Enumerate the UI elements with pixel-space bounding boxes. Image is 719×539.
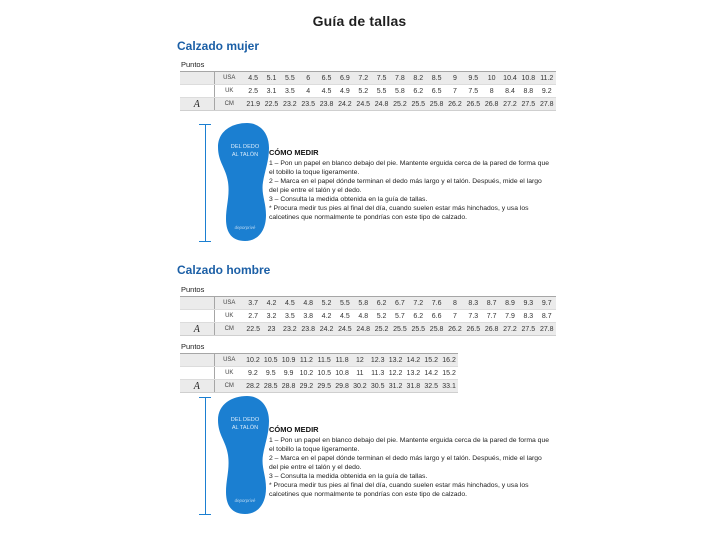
size-value: 5.2 — [372, 310, 390, 323]
size-value: 4.5 — [281, 297, 299, 310]
size-value: 29.5 — [315, 380, 333, 393]
size-value: 26.5 — [464, 323, 482, 336]
length-measure-line — [199, 397, 211, 515]
section-heading-hombre: Calzado hombre — [177, 263, 271, 277]
length-marker-a: A — [180, 98, 214, 111]
size-value: 26.5 — [464, 98, 482, 111]
size-value: 28.2 — [244, 380, 262, 393]
size-value: 5.2 — [317, 297, 335, 310]
size-value: 25.5 — [409, 98, 427, 111]
size-value: 4.8 — [299, 297, 317, 310]
marker-cell — [180, 354, 214, 367]
size-value: 5.5 — [336, 297, 354, 310]
unit-label: UK — [214, 85, 244, 98]
instruction-line: * Procura medir tus pies al final del día, cuando suelen estar más hinchados, y usa los calcetines que normalmente te pondrías con este tipo de calzado. — [269, 482, 529, 498]
size-value: 24.5 — [354, 98, 372, 111]
size-value: 25.2 — [372, 323, 390, 336]
size-value: 25.5 — [409, 323, 427, 336]
size-value: 10.9 — [280, 354, 298, 367]
size-value: 23.8 — [299, 323, 317, 336]
size-value: 6.2 — [409, 85, 427, 98]
unit-label: UK — [214, 310, 244, 323]
size-value: 29.2 — [297, 380, 315, 393]
size-value: 13.2 — [404, 367, 422, 380]
size-value: 27.5 — [519, 98, 537, 111]
size-value: 9.3 — [519, 297, 537, 310]
size-value: 23.2 — [281, 98, 299, 111]
size-value: 14.2 — [422, 367, 440, 380]
length-marker-a: A — [180, 323, 214, 336]
instruction-line: 2 – Marca en el papel dónde terminan el dedo más largo y el talón. Después, mide el largo del pie entre el talón y el dedo. — [269, 455, 542, 471]
size-value: 26.2 — [446, 323, 464, 336]
marker-cell — [180, 367, 214, 380]
size-value: 8.7 — [482, 297, 500, 310]
size-value: 5.7 — [391, 310, 409, 323]
size-value: 8.9 — [501, 297, 519, 310]
size-value: 3.8 — [299, 310, 317, 323]
size-value: 24.5 — [336, 323, 354, 336]
size-value: 11.2 — [538, 72, 557, 85]
size-value: 11.5 — [315, 354, 333, 367]
size-value: 7 — [446, 310, 464, 323]
size-value: 3.2 — [262, 310, 280, 323]
unit-label: UK — [214, 367, 244, 380]
instruction-list — [269, 159, 551, 222]
size-value: 16.2 — [440, 354, 458, 367]
size-value: 8.7 — [538, 310, 557, 323]
size-value: 14.2 — [404, 354, 422, 367]
size-value: 11.8 — [333, 354, 351, 367]
unit-label: CM — [214, 323, 244, 336]
size-value: 7.9 — [501, 310, 519, 323]
how-to-title: CÓMO MEDIR — [269, 148, 319, 157]
foot-outline-icon — [214, 394, 274, 518]
size-value: 9 — [446, 72, 464, 85]
size-value: 30.2 — [351, 380, 369, 393]
size-value: 24.8 — [354, 323, 372, 336]
how-to-title: CÓMO MEDIR — [269, 425, 319, 434]
size-value: 5.5 — [281, 72, 299, 85]
size-value: 4.2 — [262, 297, 280, 310]
size-value: 4 — [299, 85, 317, 98]
size-value: 25.2 — [391, 98, 409, 111]
size-value: 6.6 — [427, 310, 445, 323]
unit-label: USA — [214, 354, 244, 367]
size-value: 7.8 — [391, 72, 409, 85]
size-value: 10.8 — [333, 367, 351, 380]
unit-label: USA — [214, 72, 244, 85]
size-row-usa — [180, 297, 556, 310]
size-value: 26.8 — [482, 98, 500, 111]
size-row-cm — [180, 323, 556, 336]
size-value: 4.9 — [336, 85, 354, 98]
size-value: 12.3 — [369, 354, 387, 367]
instruction-line: * Procura medir tus pies al final del día, cuando suelen estar más hinchados, y usa los calcetines que normalmente te pondrías con este tipo de calzado. — [269, 205, 529, 221]
foot-label-line2: AL TALÓN — [231, 425, 259, 431]
size-value: 32.5 — [422, 380, 440, 393]
section-heading-mujer: Calzado mujer — [177, 39, 260, 53]
size-value: 7.2 — [354, 72, 372, 85]
size-value: 29.8 — [333, 380, 351, 393]
instruction-list — [269, 436, 551, 499]
size-value: 3.7 — [244, 297, 262, 310]
size-value: 23.8 — [317, 98, 335, 111]
size-value: 8.3 — [519, 310, 537, 323]
size-value: 4.5 — [317, 85, 335, 98]
marker-cell — [180, 85, 214, 98]
size-table-hombre-2 — [180, 353, 458, 393]
size-value: 4.2 — [317, 310, 335, 323]
size-value: 6.2 — [409, 310, 427, 323]
unit-label: USA — [214, 297, 244, 310]
size-value: 7.5 — [464, 85, 482, 98]
size-value: 27.8 — [538, 323, 557, 336]
size-value: 26.2 — [446, 98, 464, 111]
size-value: 8.8 — [519, 85, 537, 98]
instruction-line: 2 – Marca en el papel dónde terminan el dedo más largo y el talón. Después, mide el largo del pie entre el talón y el dedo. — [269, 178, 542, 194]
size-value: 6 — [299, 72, 317, 85]
size-value: 6.9 — [336, 72, 354, 85]
size-value: 9.9 — [280, 367, 298, 380]
size-value: 13.2 — [387, 354, 405, 367]
size-value: 12 — [351, 354, 369, 367]
size-value: 15.2 — [422, 354, 440, 367]
size-value: 9.5 — [262, 367, 280, 380]
size-value: 15.2 — [440, 367, 458, 380]
size-value: 6.5 — [317, 72, 335, 85]
size-value: 5.8 — [354, 297, 372, 310]
size-table-mujer — [180, 71, 556, 111]
size-value: 10.5 — [262, 354, 280, 367]
foot-outline-icon — [214, 121, 274, 245]
size-value: 24.8 — [372, 98, 390, 111]
size-value: 31.8 — [404, 380, 422, 393]
size-value: 26.8 — [482, 323, 500, 336]
size-value: 10.8 — [519, 72, 537, 85]
footprint-diagram-mujer — [197, 121, 277, 247]
size-value: 23.5 — [299, 98, 317, 111]
size-value: 7.3 — [464, 310, 482, 323]
foot-label-line1: DEL DEDO — [230, 417, 260, 423]
size-row-cm — [180, 380, 458, 393]
size-value: 4.8 — [354, 310, 372, 323]
size-value: 12.2 — [387, 367, 405, 380]
size-value: 7.5 — [372, 72, 390, 85]
foot-label-line2: AL TALÓN — [231, 152, 259, 158]
size-value: 5.8 — [391, 85, 409, 98]
size-value: 6.5 — [427, 85, 445, 98]
size-value: 9.7 — [538, 297, 557, 310]
size-value: 11 — [351, 367, 369, 380]
size-value: 9.2 — [538, 85, 557, 98]
marker-cell — [180, 72, 214, 85]
size-table-hombre-1 — [180, 296, 556, 336]
size-value: 25.8 — [427, 323, 445, 336]
size-value: 8.4 — [501, 85, 519, 98]
size-value: 5.1 — [262, 72, 280, 85]
size-value: 5.2 — [354, 85, 372, 98]
how-to-measure-mujer — [269, 148, 551, 222]
size-row-uk — [180, 310, 556, 323]
size-value: 22.5 — [262, 98, 280, 111]
size-value: 7.7 — [482, 310, 500, 323]
size-value: 8.2 — [409, 72, 427, 85]
size-value: 28.5 — [262, 380, 280, 393]
size-value: 27.8 — [538, 98, 557, 111]
points-label: Puntos — [181, 60, 205, 69]
marker-cell — [180, 297, 214, 310]
size-value: 9.5 — [464, 72, 482, 85]
size-value: 33.1 — [440, 380, 458, 393]
size-value: 6.7 — [391, 297, 409, 310]
size-value: 5.5 — [372, 85, 390, 98]
size-value: 11.2 — [297, 354, 315, 367]
size-value: 4.5 — [244, 72, 262, 85]
size-value: 11.3 — [369, 367, 387, 380]
points-label: Puntos — [181, 285, 205, 294]
size-value: 21.9 — [244, 98, 262, 111]
size-value: 7 — [446, 85, 464, 98]
brand-watermark: deporprivé — [234, 225, 256, 230]
size-value: 23.2 — [281, 323, 299, 336]
size-value: 8 — [482, 85, 500, 98]
size-value: 10.2 — [244, 354, 262, 367]
size-value: 25.8 — [427, 98, 445, 111]
footprint-diagram-hombre — [197, 394, 277, 520]
size-value: 24.2 — [336, 98, 354, 111]
foot-label-line1: DEL DEDO — [230, 144, 260, 150]
points-label: Puntos — [181, 342, 205, 351]
size-value: 7.6 — [427, 297, 445, 310]
size-value: 9.2 — [244, 367, 262, 380]
instruction-line: 1 – Pon un papel en blanco debajo del pie. Mantente erguida cerca de la pared de forma que el tobillo la toque ligeramente. — [269, 160, 550, 176]
size-row-uk — [180, 85, 556, 98]
size-value: 10 — [482, 72, 500, 85]
size-value: 6.2 — [372, 297, 390, 310]
size-row-usa — [180, 72, 556, 85]
size-value: 4.5 — [336, 310, 354, 323]
instruction-line: 3 – Consulta la medida obtenida en la guía de tallas. — [269, 473, 428, 480]
size-row-cm — [180, 98, 556, 111]
marker-cell — [180, 310, 214, 323]
size-value: 8 — [446, 297, 464, 310]
size-value: 2.7 — [244, 310, 262, 323]
size-value: 3.5 — [281, 310, 299, 323]
size-value: 23 — [262, 323, 280, 336]
unit-label: CM — [214, 380, 244, 393]
size-value: 27.2 — [501, 323, 519, 336]
how-to-measure-hombre — [269, 425, 551, 499]
size-value: 8.3 — [464, 297, 482, 310]
size-value: 30.5 — [369, 380, 387, 393]
size-value: 10.4 — [501, 72, 519, 85]
size-value: 31.2 — [387, 380, 405, 393]
page-title: Guía de tallas — [312, 13, 407, 29]
size-value: 10.2 — [297, 367, 315, 380]
unit-label: CM — [214, 98, 244, 111]
size-value: 27.2 — [501, 98, 519, 111]
length-marker-a: A — [180, 380, 214, 393]
size-value: 27.5 — [519, 323, 537, 336]
size-value: 10.5 — [315, 367, 333, 380]
size-value: 28.8 — [280, 380, 298, 393]
size-row-uk — [180, 367, 458, 380]
size-value: 7.2 — [409, 297, 427, 310]
instruction-line: 1 – Pon un papel en blanco debajo del pie. Mantente erguida cerca de la pared de forma que el tobillo la toque ligeramente. — [269, 437, 550, 453]
size-row-usa — [180, 354, 458, 367]
brand-watermark: deporprivé — [234, 498, 256, 503]
instruction-line: 3 – Consulta la medida obtenida en la guía de tallas. — [269, 196, 428, 203]
size-value: 2.5 — [244, 85, 262, 98]
size-value: 25.5 — [391, 323, 409, 336]
size-value: 8.5 — [427, 72, 445, 85]
size-value: 22.5 — [244, 323, 262, 336]
length-measure-line — [199, 124, 211, 242]
size-value: 3.1 — [262, 85, 280, 98]
size-value: 24.2 — [317, 323, 335, 336]
size-value: 3.5 — [281, 85, 299, 98]
